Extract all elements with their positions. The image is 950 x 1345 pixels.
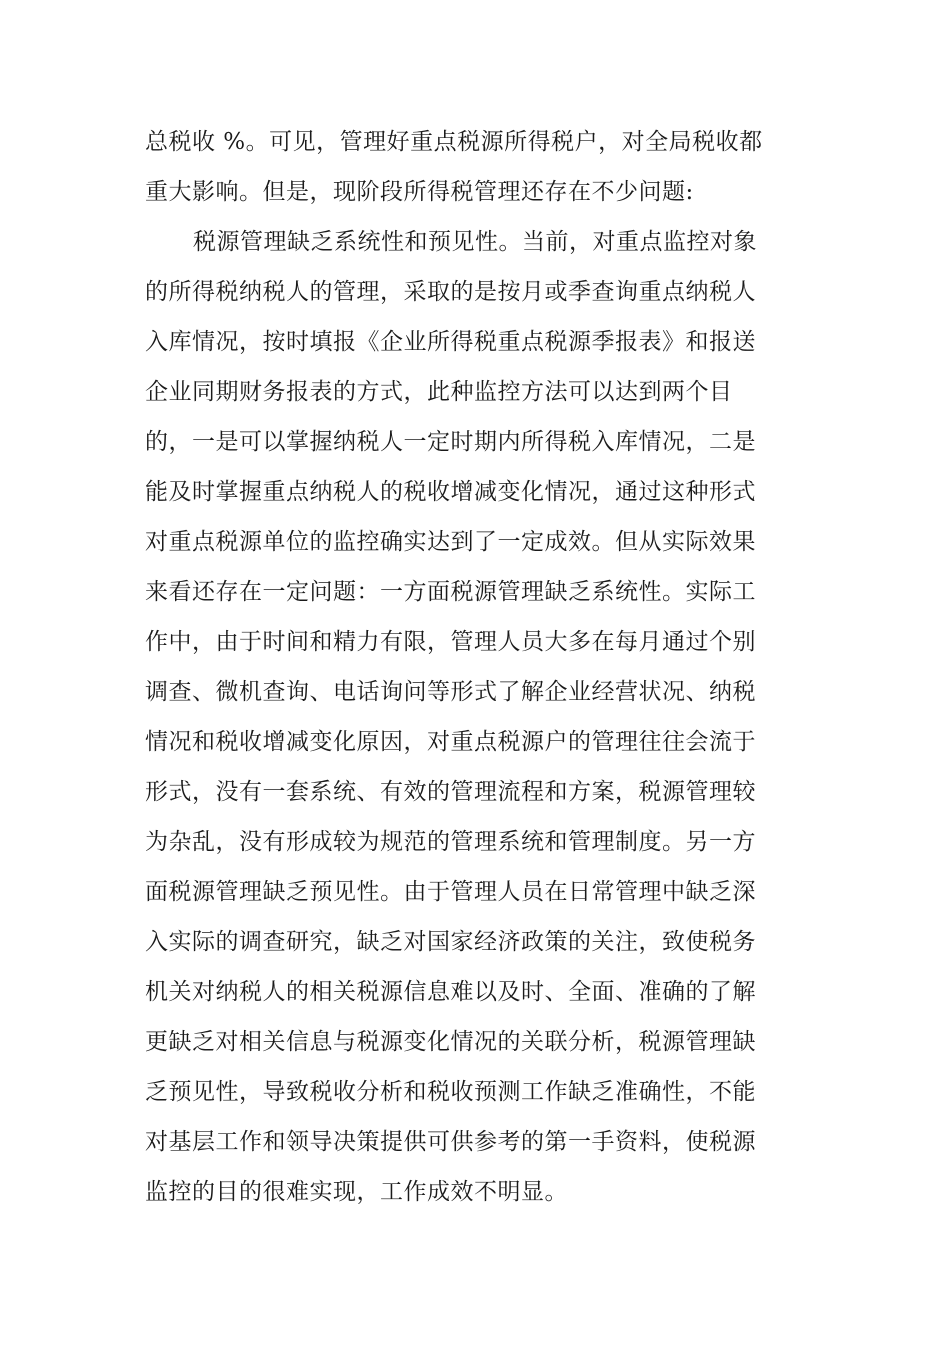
- paragraph-line: 作中，由于时间和精力有限，管理人员大多在每月通过个别: [145, 629, 756, 655]
- paragraph-line: 情况和税收增减变化原因，对重点税源户的管理往往会流于: [145, 729, 756, 755]
- paragraph-line: 对重点税源单位的监控确实达到了一定成效。但从实际效果: [145, 529, 756, 555]
- paragraph-line: 为杂乱，没有形成较为规范的管理系统和管理制度。另一方: [145, 829, 756, 855]
- paragraph-line: 重大影响。但是，现阶段所得税管理还存在不少问题:: [145, 179, 694, 205]
- paragraph-line: 总税收 %。可见，管理好重点税源所得税户，对全局税收都: [145, 129, 763, 155]
- paragraph-line: 更缺乏对相关信息与税源变化情况的关联分析，税源管理缺: [145, 1029, 756, 1055]
- paragraph-line: 对基层工作和领导决策提供可供参考的第一手资料，使税源: [145, 1129, 756, 1155]
- paragraph-line: 的所得税纳税人的管理，采取的是按月或季查询重点纳税人: [145, 279, 756, 305]
- paragraph-line: 入库情况，按时填报《企业所得税重点税源季报表》和报送: [145, 329, 756, 355]
- paragraph-line: 监控的目的很难实现，工作成效不明显。: [145, 1179, 568, 1205]
- paragraph-line: 调查、微机查询、电话询问等形式了解企业经营状况、纳税: [145, 679, 756, 705]
- paragraph-line: 乏预见性，导致税收分析和税收预测工作缺乏准确性，不能: [145, 1079, 756, 1105]
- paragraph-line: 入实际的调查研究，缺乏对国家经济政策的关注，致使税务: [145, 929, 756, 955]
- paragraph-line: 能及时掌握重点纳税人的税收增减变化情况，通过这种形式: [145, 479, 756, 505]
- paragraph-line: 形式，没有一套系统、有效的管理流程和方案，税源管理较: [145, 779, 756, 805]
- paragraph-line: 税源管理缺乏系统性和预见性。当前，对重点监控对象: [193, 229, 757, 255]
- paragraph-line: 机关对纳税人的相关税源信息难以及时、全面、准确的了解: [145, 979, 756, 1005]
- paragraph-line: 来看还存在一定问题：一方面税源管理缺乏系统性。实际工: [145, 579, 756, 605]
- paragraph-line: 面税源管理缺乏预见性。由于管理人员在日常管理中缺乏深: [145, 879, 756, 905]
- paragraph-line: 企业同期财务报表的方式，此种监控方法可以达到两个目: [145, 379, 733, 405]
- paragraph-line: 的，一是可以掌握纳税人一定时期内所得税入库情况，二是: [145, 429, 756, 455]
